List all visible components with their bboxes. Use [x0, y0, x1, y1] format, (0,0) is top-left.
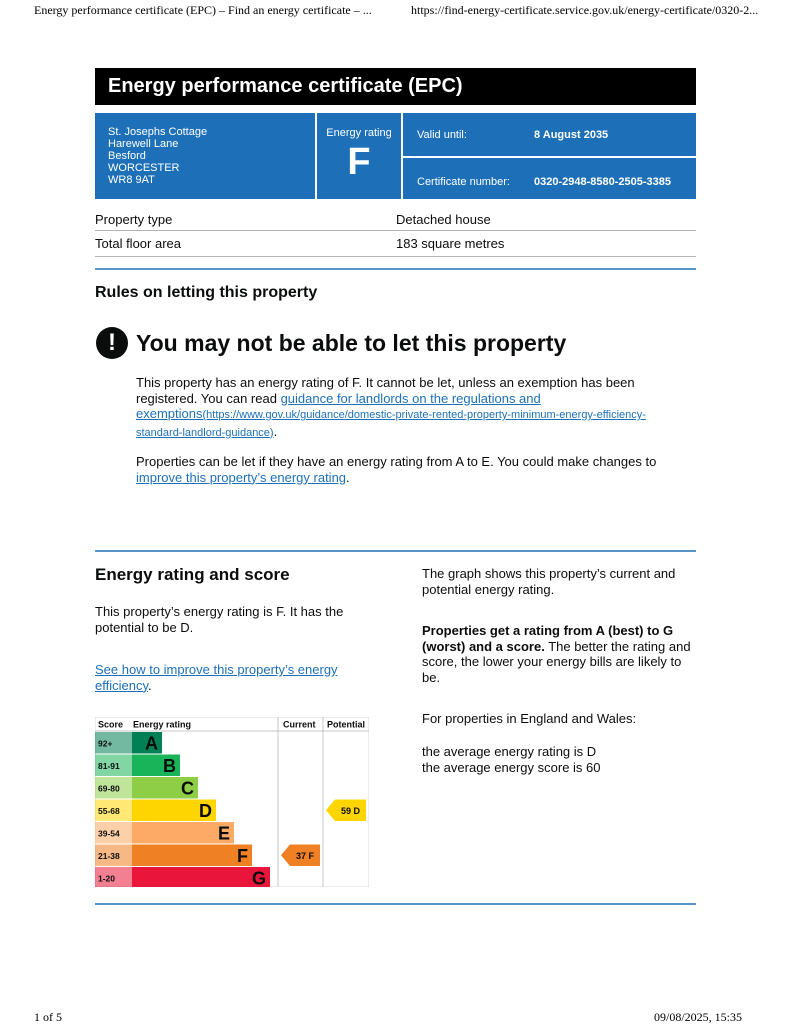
- rating-bar-g: [132, 867, 270, 887]
- letting-paragraph-2: [136, 454, 671, 485]
- print-page-number: 1 of 5: [34, 1010, 62, 1024]
- section-divider: [95, 550, 696, 552]
- property-type-label: Property type: [95, 212, 173, 227]
- letting-paragraph-1: [136, 375, 661, 441]
- rating-bar-f: [132, 845, 252, 867]
- chart-header-score: Score: [98, 719, 124, 730]
- divider: [95, 230, 696, 231]
- score-range-g: 1-20: [98, 873, 116, 884]
- warning-icon: !: [96, 327, 128, 359]
- energy-rating-label: Energy rating: [326, 127, 392, 139]
- floor-area-label: Total floor area: [95, 236, 181, 251]
- potential-rating-label: 59 D: [340, 805, 361, 816]
- letting-rules-heading: Rules on letting this property: [95, 284, 318, 301]
- score-range-a: 92+: [98, 738, 113, 749]
- energy-intro: This property’s energy rating is F. It has the potential to be D.: [95, 604, 344, 635]
- letting-paragraph-2-text: Properties can be let if they have an energy rating from A to E. You could make changes to: [136, 454, 657, 469]
- average-rating-text: the average energy rating is D: [422, 744, 597, 759]
- letting-paragraph-1-text: This property has an energy rating of F. It cannot be let, unless an exemption has been registered. You can read: [136, 375, 635, 406]
- landlord-guidance-link[interactable]: guidance for landlords on the regulations and exemptions: [136, 390, 541, 421]
- address-box: [95, 113, 315, 199]
- page-title: Energy performance certificate (EPC): [95, 68, 696, 105]
- average-score-text: the average energy score is 60: [422, 760, 601, 775]
- energy-rating-heading: Energy rating and score: [95, 565, 290, 584]
- graph-description: The graph shows this property’s current and potential energy rating.: [422, 566, 676, 597]
- print-timestamp: 09/08/2025, 15:35: [654, 1010, 743, 1024]
- landlord-guidance-url[interactable]: (https://www.gov.uk/guidance/domestic-private-rented-property-minimum-energy-efficiency-standard-landlord-guidance): [136, 409, 646, 439]
- score-range-d: 55-68: [98, 805, 120, 816]
- certificate-number-label: Certificate number:: [417, 176, 510, 188]
- valid-until-value: 8 August 2035: [534, 129, 609, 141]
- chart-header-current: Current: [283, 719, 316, 730]
- rating-letter-f: F: [237, 845, 248, 866]
- rating-letter-g: G: [251, 868, 266, 887]
- certificate-number-box: [403, 158, 696, 199]
- address-line: Besford: [108, 150, 146, 162]
- divider: [95, 256, 696, 257]
- warning-title: You may not be able to let this property: [136, 330, 567, 356]
- energy-rating-chart: [95, 717, 369, 887]
- rating-letter-a: A: [145, 733, 158, 754]
- region-text: For properties in England and Wales:: [422, 711, 637, 726]
- rating-letter-c: C: [181, 778, 194, 799]
- energy-rating-graph: [95, 717, 369, 887]
- address-line: WORCESTER: [108, 162, 180, 174]
- chart-header-potential: Potential: [327, 719, 366, 730]
- rating-explanation: [422, 623, 697, 685]
- address-line: Harewell Lane: [108, 138, 179, 150]
- energy-rating-box: [317, 113, 401, 199]
- current-rating-label: 37 F: [295, 850, 315, 861]
- print-url: https://find-energy-certificate.service.gov.uk/energy-certificate/0320-2...: [411, 3, 759, 17]
- score-range-e: 39-54: [98, 828, 120, 839]
- rating-letter-d: D: [199, 800, 212, 821]
- chart-header-energy-rating: Energy rating: [133, 719, 192, 730]
- address-line: St. Josephs Cottage: [108, 126, 208, 138]
- address-line: WR8 9AT: [108, 174, 155, 186]
- section-divider: [95, 903, 696, 905]
- letting-paragraph-2-end: .: [346, 469, 350, 485]
- valid-until-label: Valid until:: [417, 129, 467, 141]
- improve-efficiency-paragraph: [95, 662, 365, 693]
- section-divider: [95, 268, 696, 270]
- floor-area-value: 183 square metres: [396, 236, 505, 251]
- improve-efficiency-end: .: [148, 677, 152, 693]
- rating-explanation-bold: Properties get a rating from A (best) to G (worst) and a score.: [422, 623, 674, 654]
- letting-paragraph-1-end: .: [273, 423, 278, 439]
- improve-efficiency-link[interactable]: See how to improve this property’s energy efficiency: [95, 662, 338, 693]
- property-type-value: Detached house: [396, 212, 491, 227]
- rating-letter-b: B: [163, 755, 176, 776]
- valid-until-box: [403, 113, 696, 156]
- certificate-number-value: 0320-2948-8580-2505-3385: [534, 176, 672, 188]
- score-range-b: 81-91: [98, 760, 120, 771]
- improve-rating-link[interactable]: improve this property’s energy rating: [136, 469, 347, 485]
- energy-rating-letter: F: [347, 141, 371, 183]
- rating-explanation-rest: The better the rating and score, the lower your energy bills are likely to be.: [422, 638, 691, 685]
- score-range-c: 69-80: [98, 783, 120, 794]
- print-page-title: Energy performance certificate (EPC) – Find an energy certificate – ...: [34, 3, 372, 17]
- rating-letter-e: E: [217, 823, 230, 844]
- score-range-f: 21-38: [98, 850, 120, 861]
